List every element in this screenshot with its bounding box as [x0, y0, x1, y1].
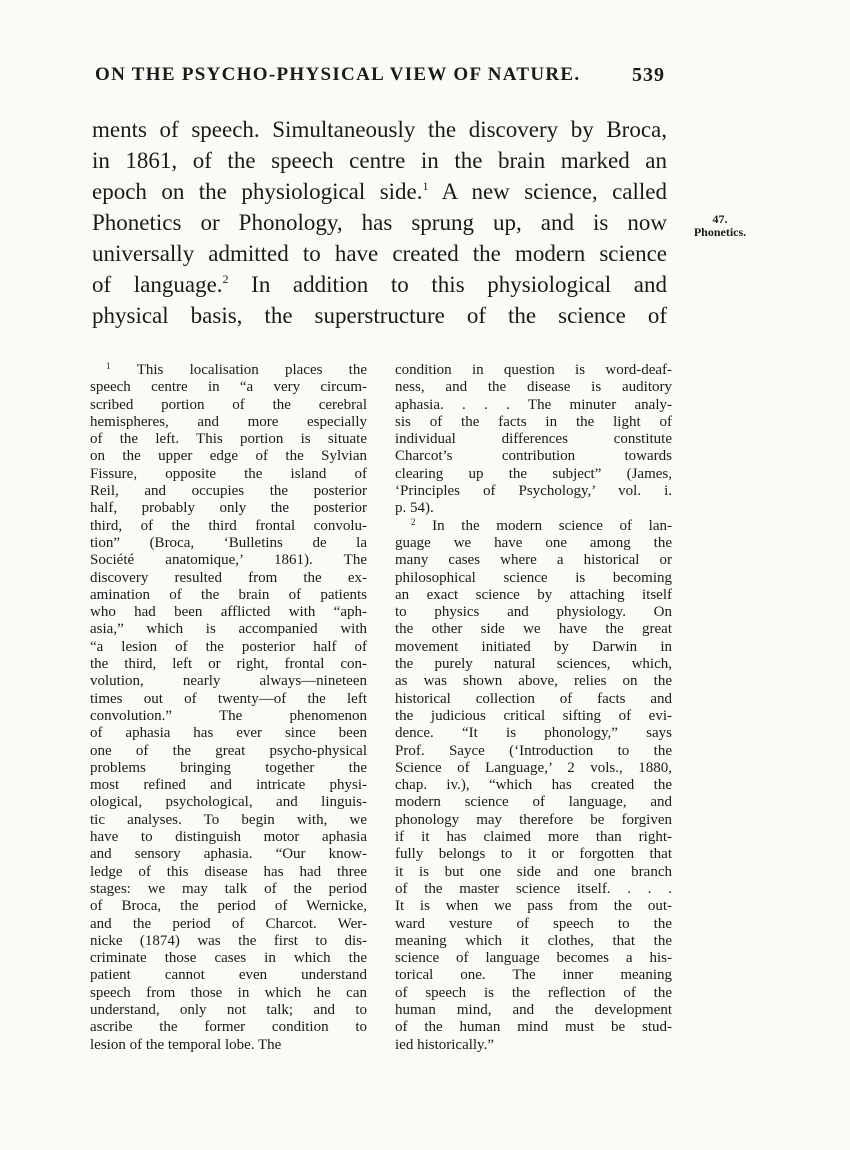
- footnote-line: nicke (1874) was the first to dis-: [90, 932, 367, 949]
- footnote-line: ied historically.”: [395, 1036, 494, 1053]
- footnote-line: guage we have one among the: [395, 534, 672, 551]
- footnote-line: the purely natural sciences, which,: [395, 656, 672, 673]
- footnote-line: most refined and intricate physi-: [90, 777, 367, 794]
- footnote-line: patient cannot even understand: [90, 967, 367, 984]
- margin-note-label: Phonetics.: [693, 225, 747, 239]
- footnote-line: criminate those cases in which the: [90, 950, 367, 967]
- footnote-line: science of language becomes a his-: [395, 950, 672, 967]
- footnote-line: lesion of the temporal lobe. The: [90, 1036, 282, 1053]
- footnote-line: chap. iv.), “which has created the: [395, 777, 672, 794]
- footnote-line: ‘Principles of Psychology,’ vol. i.: [395, 483, 672, 500]
- footnote-line: clearing up the subject” (James,: [395, 465, 672, 482]
- footnote-line: It is when we pass from the out-: [395, 898, 672, 915]
- footnote-line: who had been afflicted with “aph-: [90, 604, 367, 621]
- footnote-line: condition in question is word-deaf-: [395, 362, 672, 378]
- footnote-ref: 2: [222, 272, 229, 286]
- footnote-line: of the left. This portion is situate: [90, 431, 367, 448]
- footnote-mark: 2: [411, 516, 416, 527]
- body-line: physical basis, the superstructure of the science of: [92, 303, 667, 328]
- footnote-line: dence. “It is phonology,” says: [395, 725, 672, 742]
- body-line: ments of speech. Simultaneously the discovery by Broca,: [92, 117, 667, 142]
- footnote-line: phonology may therefore be forgiven: [395, 811, 672, 828]
- footnote-line: $^1$ This localisation places the: [106, 361, 367, 378]
- footnote-line: movement initiated by Darwin in: [395, 638, 672, 655]
- running-title: ON THE PSYCHO-PHYSICAL VIEW OF NATURE.: [95, 64, 581, 85]
- footnotes-right-column: [395, 362, 672, 1054]
- footnote-line: Science of Language,’ 2 vols., 1880,: [395, 759, 672, 776]
- footnote-line: understand, only not talk; and to: [90, 1001, 367, 1018]
- footnote-line: ness, and the disease is auditory: [395, 379, 672, 396]
- footnote-line: hemispheres, and more especially: [90, 413, 367, 430]
- footnote-line: fully belongs to it or forgotten that: [395, 846, 672, 863]
- margin-note: [675, 213, 765, 239]
- footnote-line: the judicious critical sifting of evi-: [395, 707, 672, 724]
- footnote-line: times out of twenty—of the left: [90, 690, 367, 707]
- footnote-line: philosophical science is becoming: [395, 569, 672, 586]
- running-header: [95, 64, 665, 87]
- footnote-line: on the upper edge of the Sylvian: [90, 448, 367, 465]
- footnote-line: speech centre in “a very circum-: [90, 379, 367, 396]
- page-number: 539: [632, 64, 665, 86]
- footnote-line: meaning which it clothes, that the: [395, 932, 672, 949]
- footnote-line: as was shown above, relies on the: [395, 673, 672, 690]
- footnote-line: torical one. The inner meaning: [395, 967, 672, 984]
- footnote-line: problems bringing together the: [90, 759, 367, 776]
- footnote-ref: 1: [422, 179, 429, 193]
- footnote-line: of speech is the reflection of the: [395, 984, 672, 1001]
- footnote-line: have to distinguish motor aphasia: [90, 829, 367, 846]
- footnote-line: half, probably only the posterior: [90, 500, 367, 517]
- body-line: Phonetics or Phonology, has sprung up, and is now: [92, 210, 667, 235]
- footnote-line: individual differences constitute: [395, 431, 672, 448]
- footnote-line: Fissure, opposite the island of: [90, 465, 367, 482]
- footnote-line: Société anatomique,’ 1861). The: [90, 552, 367, 569]
- footnote-line: tic analyses. To begin with, we: [90, 811, 367, 828]
- footnote-line: Charcot’s contribution towards: [395, 448, 672, 465]
- footnote-line: Prof. Sayce (‘Introduction to the: [395, 742, 672, 759]
- footnote-line: discovery resulted from the ex-: [90, 569, 367, 586]
- footnote-line: modern science of language, and: [395, 794, 672, 811]
- footnote-line: many cases where a historical or: [395, 552, 672, 569]
- footnote-line: Reil, and occupies the posterior: [90, 483, 367, 500]
- footnote-line: it is but one side and one branch: [395, 863, 672, 880]
- footnote-line: if it has claimed more than right-: [395, 829, 672, 846]
- footnote-line: convolution.” The phenomenon: [90, 707, 367, 724]
- footnote-line: and the period of Charcot. Wer-: [90, 915, 367, 932]
- footnote-line: p. 54).: [395, 500, 434, 517]
- footnote-line: amination of the brain of patients: [90, 586, 367, 603]
- footnote-line: stages: we may talk of the period: [90, 880, 367, 897]
- footnote-line: sis of the facts in the light of: [395, 413, 672, 430]
- footnote-line: of Broca, the period of Wernicke,: [90, 898, 367, 915]
- footnote-line: aphasia. . . . The minuter analy-: [395, 396, 672, 413]
- footnote-line: speech from those in which he can: [90, 984, 367, 1001]
- footnote-line: asia,” which is accompanied with: [90, 621, 367, 638]
- body-text: [92, 114, 667, 331]
- footnote-line: and sensory aphasia. “Our know-: [90, 846, 367, 863]
- footnote-line: of aphasia has ever since been: [90, 725, 367, 742]
- footnote-line: $^2$ In the modern science of lan-: [411, 516, 673, 534]
- footnote-line: of the master science itself. . . .: [395, 880, 672, 897]
- body-line: of language.$^2$ In addition to this physiological and: [92, 272, 667, 297]
- footnote-line: tion” (Broca, ‘Bulletins de la: [90, 534, 367, 551]
- footnote-line: ological, psychological, and linguis-: [90, 794, 367, 811]
- footnote-line: ascribe the former condition to: [90, 1019, 367, 1036]
- footnote-line: “a lesion of the posterior half of: [90, 638, 367, 655]
- footnote-line: ledge of this disease has had three: [90, 863, 367, 880]
- footnote-mark: 1: [106, 361, 111, 371]
- footnote-line: an exact science by attaching itself: [395, 586, 672, 603]
- footnote-line: the third, left or right, frontal con-: [90, 656, 367, 673]
- footnote-line: one of the great psycho-physical: [90, 742, 367, 759]
- margin-note-number: 47.: [712, 212, 728, 226]
- footnotes-left-column: [90, 362, 367, 1054]
- footnote-line: scribed portion of the cerebral: [90, 396, 367, 413]
- footnote-line: volution, nearly always—nineteen: [90, 673, 367, 690]
- footnote-line: ward vesture of speech to the: [395, 915, 672, 932]
- body-line: universally admitted to have created the modern science: [92, 241, 667, 266]
- footnote-line: to physics and physiology. On: [395, 604, 672, 621]
- body-line: epoch on the physiological side.$^1$ A new science, called: [92, 179, 667, 204]
- footnote-line: third, of the third frontal convolu-: [90, 517, 367, 534]
- footnote-line: historical collection of facts and: [395, 690, 672, 707]
- footnote-line: the other side we have the great: [395, 621, 672, 638]
- footnote-line: of the human mind must be stud-: [395, 1019, 672, 1036]
- body-line: in 1861, of the speech centre in the brain marked an: [92, 148, 667, 173]
- footnote-line: human mind, and the development: [395, 1001, 672, 1018]
